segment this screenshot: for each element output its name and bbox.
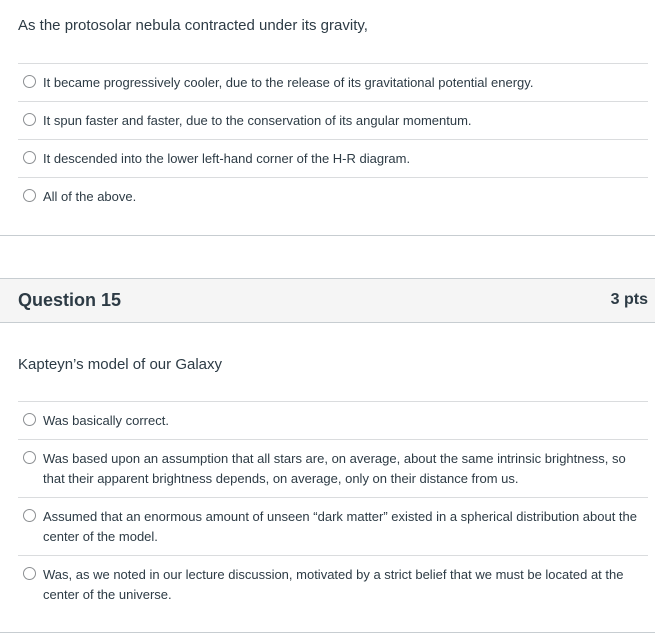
radio-button[interactable] <box>23 113 36 126</box>
answer-option[interactable] <box>18 101 648 139</box>
answer-option[interactable] <box>18 401 648 439</box>
answer-label: It spun faster and faster, due to the conservation of its angular momentum. <box>43 113 472 128</box>
answer-option[interactable] <box>18 63 648 101</box>
answer-option[interactable] <box>18 497 648 555</box>
question-15-bottom-border <box>0 632 655 633</box>
answer-option[interactable] <box>18 139 648 177</box>
answer-option[interactable] <box>18 177 648 215</box>
radio-button[interactable] <box>23 413 36 426</box>
radio-button[interactable] <box>23 75 36 88</box>
radio-button[interactable] <box>23 509 36 522</box>
radio-button[interactable] <box>23 451 36 464</box>
question-14-answer-list <box>18 63 648 215</box>
radio-button[interactable] <box>23 567 36 580</box>
radio-button[interactable] <box>23 151 36 164</box>
question-title: Question 15 <box>18 290 122 310</box>
answer-label: Was based upon an assumption that all stars are, on average, about the same intrinsic brightness, so that their apparent brightness depends, on average, only on their distance from us. <box>43 451 626 486</box>
answer-label: Assumed that an enormous amount of unseen “dark matter” existed in a spherical distribution about the center of the model. <box>43 509 637 544</box>
question-15-header <box>0 278 655 323</box>
answer-label: Was basically correct. <box>43 413 169 428</box>
answer-option[interactable] <box>18 555 648 613</box>
question-14-bottom-border <box>0 235 655 236</box>
answer-option[interactable] <box>18 439 648 497</box>
question-15-prompt: Kapteyn’s model of our Galaxy <box>18 356 223 373</box>
question-14-prompt: As the protosolar nebula contracted under its gravity, <box>18 17 368 34</box>
answer-label: All of the above. <box>43 189 137 204</box>
question-15-answer-list <box>18 401 648 613</box>
answer-label: It became progressively cooler, due to the release of its gravitational potential energy. <box>43 75 534 90</box>
radio-button[interactable] <box>23 189 36 202</box>
answer-label: Was, as we noted in our lecture discussion, motivated by a strict belief that we must be located at the center of the universe. <box>43 567 624 602</box>
answer-label: It descended into the lower left-hand corner of the H-R diagram. <box>43 151 411 166</box>
question-points: 3 pts <box>610 291 648 308</box>
